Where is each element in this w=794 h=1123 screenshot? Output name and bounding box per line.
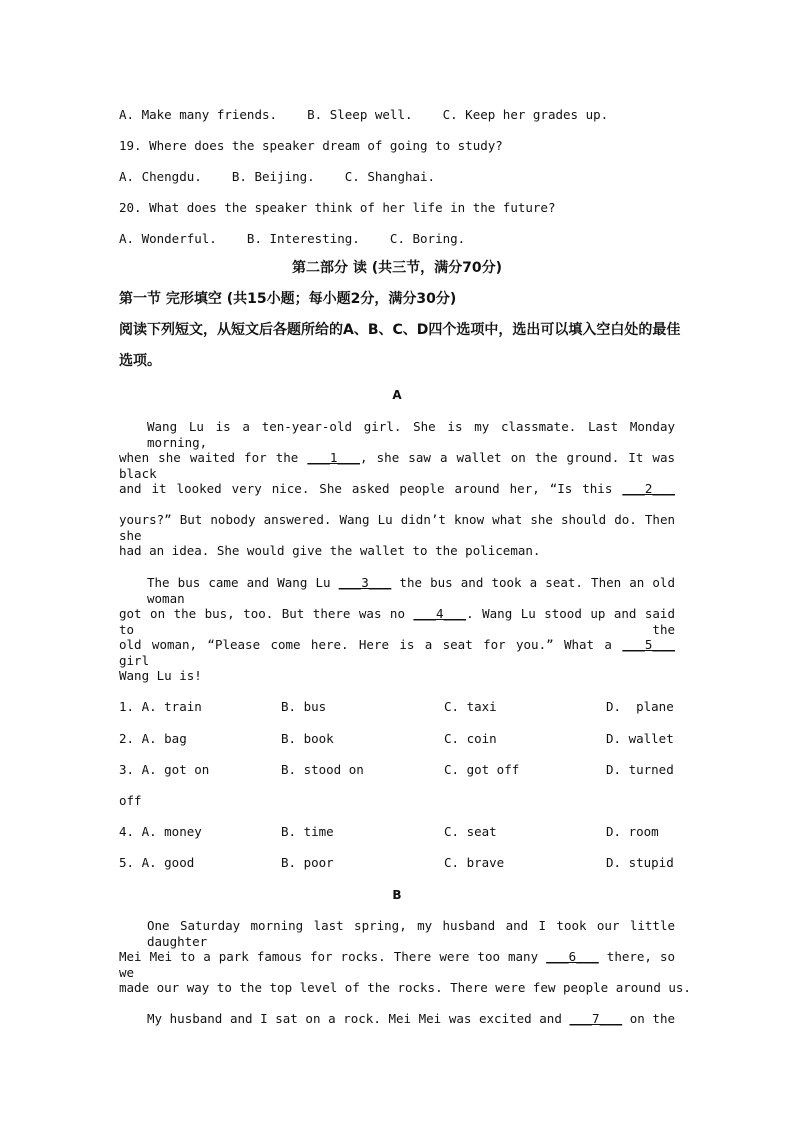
q19-question: 19. Where does the speaker dream of going to study? [119,138,503,153]
section1-title: 第一节 完形填空 (共15小题；每小题2分，满分30分) [119,291,457,307]
text-span: the bus and took a seat. Then an old woman [147,575,675,606]
q5-option-b: B. poor [281,855,334,870]
passage-a-line: had an idea. She would give the wallet to the policeman. [119,543,541,558]
q2-option-c: C. coin [444,731,497,746]
blank-1: ___1___ [307,450,361,465]
q2-option-b: B. book [281,731,334,746]
q3-option-c: C. got off [444,762,520,777]
passage-b-heading: B [392,888,402,902]
text-span: on the [622,1011,675,1026]
text-span: The bus came and Wang Lu [147,575,339,590]
text-span: girl [119,653,150,668]
passage-a-line: Wang Lu is a ten-year-old girl. She is my classmate. Last Monday morning, [147,419,675,450]
q5-option-a: 5. A. good [119,855,195,870]
passage-a-heading: A [392,388,402,402]
passage-a-line [119,637,675,669]
text-span: and it looked very nice. She asked people around her, “Is this [119,481,623,496]
part2-title: 第二部分 读 (共三节，满分70分) [291,260,503,276]
text-span: My husband and I sat on a rock. Mei Mei was excited and [147,1011,570,1026]
instruction-line1: 阅读下列短文，从短文后各题所给的A、B、C、D四个选项中，选出可以填入空白处的最佳 [119,322,681,338]
q4-option-a: 4. A. money [119,824,202,839]
q2-option-d: D. wallet [606,731,674,746]
text-span: Mei Mei to a park famous for rocks. There were too many [119,949,547,964]
q4-option-c: C. seat [444,824,497,839]
q1-option-a: 1. A. train [119,699,202,714]
blank-3: ___3___ [338,575,392,590]
q4-option-b: B. time [281,824,334,839]
q2-option-a: 2. A. bag [119,731,187,746]
q19-options: A. Chengdu. B. Beijing. C. Shanghai. [119,169,436,184]
blank-2: ___2___ [622,481,675,496]
q3-option-a: 3. A. got on [119,762,210,777]
text-span: , she saw a wallet on the ground. It was black [119,450,675,481]
passage-a-line: Wang Lu is! [119,668,202,683]
instruction-line2: 选项。 [119,353,161,369]
blank-5: ___5___ [622,637,675,652]
text-span: there, so we [119,949,675,980]
q4-option-d: D. room [606,824,659,839]
q3-option-d: D. turned [606,762,674,777]
q1-option-d: D. plane [606,699,674,714]
q1-option-b: B. bus [281,699,327,714]
passage-b-line: One Saturday morning last spring, my husband and I took our little daughter [147,918,675,949]
q3-option-d-wrap: off [119,793,142,808]
q1-option-c: C. taxi [444,699,497,714]
passage-b-line: made our way to the top level of the rocks. There were few people around us. [119,980,691,995]
q5-option-d: D. stupid [606,855,674,870]
passage-b-line [147,1011,675,1027]
passage-a-line [147,575,675,607]
blank-4: ___4___ [413,606,467,621]
passage-b-line [119,949,675,981]
passage-a-line [119,481,675,497]
passage-a-line: yours?” But nobody answered. Wang Lu didn’t know what she should do. Then she [119,512,675,543]
q20-options: A. Wonderful. B. Interesting. C. Boring. [119,231,466,246]
text-span: when she waited for the [119,450,308,465]
blank-7: ___7___ [569,1011,623,1026]
text-span: . Wang Lu stood up and said to the [119,606,675,637]
blank-6: ___6___ [546,949,599,964]
passage-a-line [119,606,675,638]
passage-a-line [119,450,675,482]
q3-option-b: B. stood on [281,762,364,777]
q20-question: 20. What does the speaker think of her life in the future? [119,200,556,215]
q5-option-c: C. brave [444,855,505,870]
text-span: old woman, “Please come here. Here is a seat for you.” What a [119,637,623,652]
text-span: got on the bus, too. But there was no [119,606,414,621]
q18-options: A. Make many friends. B. Sleep well. C. Keep her grades up. [119,107,609,122]
